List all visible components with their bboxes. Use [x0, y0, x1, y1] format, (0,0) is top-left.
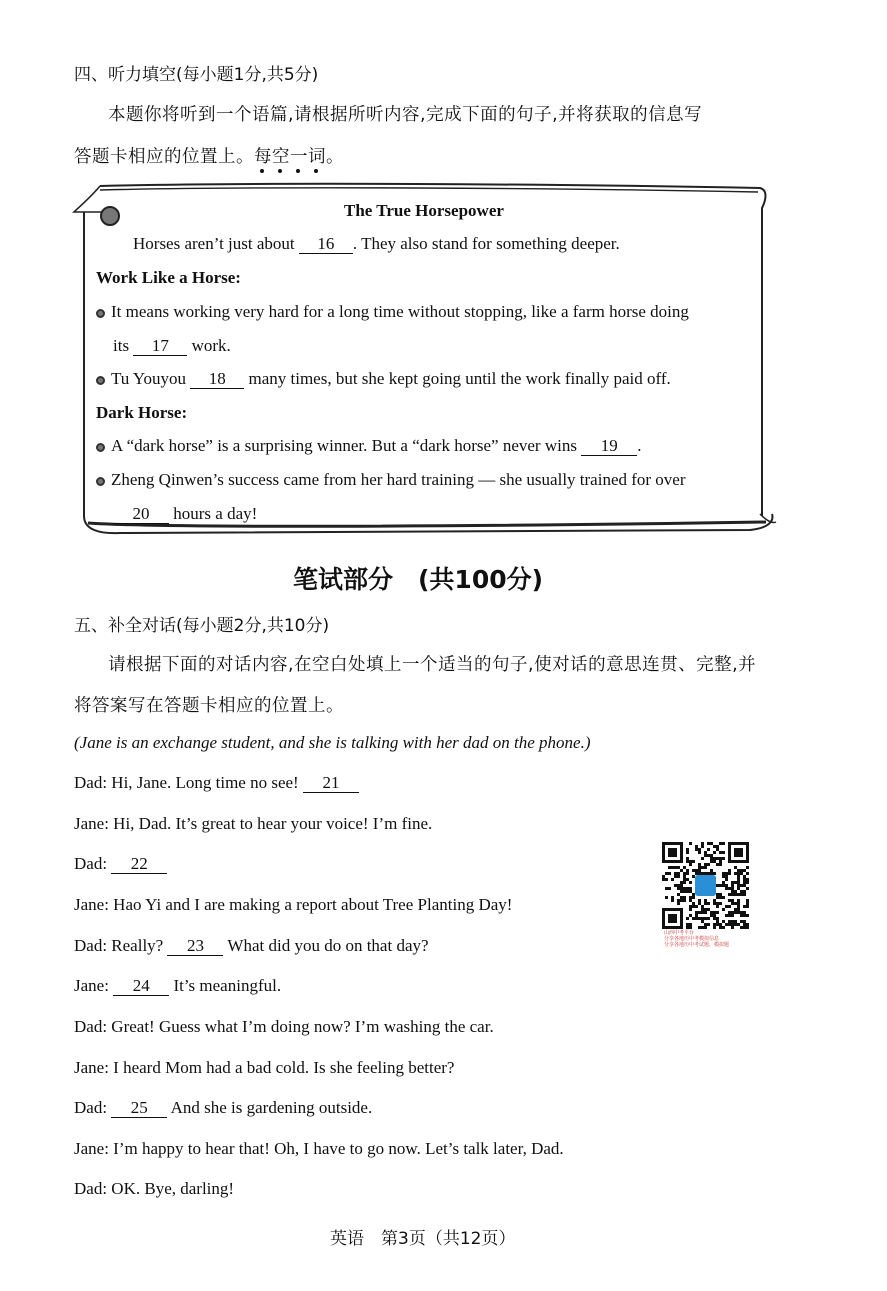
dialogue-text-end: And she is gardening outside. [170, 1098, 373, 1117]
blank-24: 24 [113, 977, 169, 996]
qr-caption: 山西中考平台 分享各地历中考模拟信息 分享各地历中考试题、模拟题 [664, 930, 730, 948]
written-part-title: 笔试部分 (共100分) [293, 565, 544, 594]
dialogue-text-end: It’s meaningful. [173, 976, 282, 995]
dialogue-line [74, 1139, 564, 1159]
dark-item-2: Zheng Qinwen’s success came from her hard training — she usually trained for over [96, 470, 686, 490]
blank-22: 22 [111, 855, 167, 874]
page-footer: 英语 第3页（共12页） [330, 1229, 516, 1249]
bullet-icon [96, 309, 105, 318]
work-item-1: It means working very hard for a long time without stopping, like a farm horse doing [96, 302, 689, 322]
intro-text: Horses aren’t just about [133, 234, 295, 253]
intro-text-end: . They also stand for something deeper. [352, 234, 620, 253]
dark-heading: Dark Horse: [96, 403, 188, 422]
work-heading: Work Like a Horse: [96, 268, 241, 287]
dialogue-line [74, 814, 432, 834]
blank-16: 16 [299, 235, 353, 254]
instruction-text-c: 。 [326, 147, 344, 167]
blank-18: 18 [190, 370, 244, 389]
dialogue-line [74, 1098, 372, 1118]
dialogue-line [74, 1017, 494, 1037]
bullet-icon [96, 443, 105, 452]
dialogue-text: Dad: Really? [74, 936, 164, 955]
emphasized-text: 每空一词 [254, 147, 326, 167]
section5-instruction-line1: 请根据下面的对话内容,在空白处填上一个适当的句子,使对话的意思连贯、完整,并 [108, 655, 757, 675]
section4-heading: 四、听力填空(每小题1分,共5分) [74, 65, 319, 85]
dialogue-text: Jane: [74, 976, 109, 995]
instruction-text-a: 答题卡相应的位置上。 [74, 147, 254, 167]
blank-25: 25 [111, 1099, 167, 1118]
blank-19: 19 [581, 437, 637, 456]
listening-box [80, 186, 770, 534]
dialogue-text: Dad: OK. Bye, darling! [74, 1179, 235, 1198]
blank-17: 17 [133, 337, 187, 356]
passage-title: The True Horsepower [344, 201, 504, 220]
dialogue-text: Dad: Hi, Jane. Long time no see! [74, 773, 299, 792]
dialogue-line [74, 936, 429, 956]
section5-instruction-line2: 将答案写在答题卡相应的位置上。 [74, 696, 344, 716]
dialogue-text: Jane: Hi, Dad. It’s great to hear your voice! I’m fine. [74, 814, 433, 833]
dialogue-line [74, 895, 512, 915]
dialogue-line [74, 1058, 454, 1078]
dialogue-line [74, 1179, 234, 1199]
qr-code-icon [662, 842, 749, 929]
blank-21: 21 [303, 774, 359, 793]
bullet-icon [96, 477, 105, 486]
section4-instruction-line2 [74, 143, 344, 168]
dialogue-text: Dad: [74, 1098, 108, 1117]
bullet-icon [96, 376, 105, 385]
dialogue-line [74, 773, 359, 793]
dialogue-context: (Jane is an exchange student, and she is talking with her dad on the phone.) [74, 733, 591, 752]
dark-item-1: A “dark horse” is a surprising winner. But a “dark horse” never wins 19 . [96, 436, 641, 456]
dark-item-2-cont: 20 hours a day! [113, 504, 257, 524]
dialogue-text: Jane: I heard Mom had a bad cold. Is she feeling better? [74, 1058, 455, 1077]
dialogue-line [74, 854, 167, 874]
passage-intro [133, 234, 620, 254]
work-item-2: Tu Youyou 18 many times, but she kept going until the work finally paid off. [96, 369, 671, 389]
work-item-1-cont: its 17 work. [113, 336, 231, 355]
section4-instruction-line1: 本题你将听到一个语篇,请根据所听内容,完成下面的句子,并将获取的信息写 [108, 105, 703, 125]
dialogue-text: Dad: [74, 854, 108, 873]
dialogue-text: Dad: Great! Guess what I’m doing now? I’m washing the car. [74, 1017, 494, 1036]
section5-heading: 五、补全对话(每小题2分,共10分) [74, 616, 330, 636]
dialogue-line [74, 976, 281, 996]
dialogue-text: Jane: I’m happy to hear that! Oh, I have to go now. Let’s talk later, Dad. [74, 1139, 564, 1158]
blank-23: 23 [167, 937, 223, 956]
dialogue-text: Jane: Hao Yi and I are making a report about Tree Planting Day! [74, 895, 513, 914]
blank-20: 20 [113, 505, 169, 524]
dialogue-text-end: What did you do on that day? [227, 936, 429, 955]
